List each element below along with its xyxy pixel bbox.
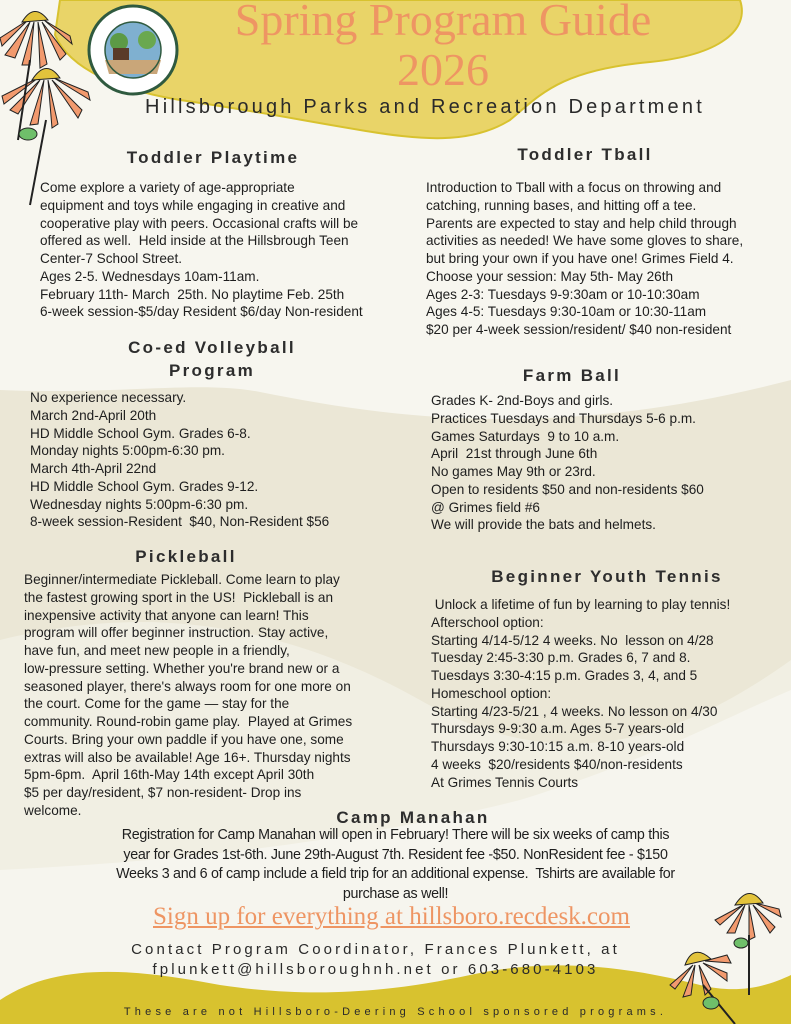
text-line: Registration for Camp Manahan will open in February! There will be six weeks of camp this [121,827,670,843]
text-line: community. Round-robin game play. Played at Grimes [24,714,353,729]
section-body-pickleball [24,571,352,820]
text-line: February 11th- March 25th. No playtime Feb. 25th [40,286,345,302]
section-heading-camp: Camp Manahan [336,808,490,827]
page-title: Spring Program Guide [234,0,652,45]
section-body-toddler-tball [426,179,743,339]
text-line: Come explore a variety of age-appropriate [40,180,295,195]
text-line: 4 weeks $20/residents $40/non-residents [431,756,683,772]
contact-email-phone: fplunkett@hillsboroughnh.net or 603-680-4103 [152,961,599,978]
flower-decoration-icon [0,0,95,210]
text-line: the court. Come for the game — stay for the [24,696,290,712]
text-line: Ages 2-3: Tuesdays 9-9:30am or 10-10:30am [426,286,700,302]
text-line: Choose your session: May 5th- May 26th [426,268,674,284]
text-line: We will provide the bats and helmets. [431,517,656,533]
signup-link[interactable]: Sign up for everything at hillsboro.recdesk.com [153,903,630,930]
text-line: Games Saturdays 9 to 10 a.m. [431,428,620,444]
text-line: Starting 4/14-5/12 4 weeks. No lesson on 4/28 [431,632,714,648]
page-title-year: 2026 [397,44,489,95]
text-line: 8-week session-Resident $40, Non-Resident $56 [30,514,330,530]
text-line: catching, running bases, and hitting off a tee. [426,197,697,213]
text-line: HD Middle School Gym. Grades 6-8. [30,425,251,441]
section-heading-volleyball: Co-ed Volleyball [128,338,296,357]
section-heading-tennis: Beginner Youth Tennis [491,567,723,586]
text-line: March 2nd-April 20th [30,407,157,423]
disclaimer: These are not Hillsboro-Deering School sponsored programs. [123,1006,668,1018]
text-line: Grades K- 2nd-Boys and girls. [431,393,614,408]
text-line: Homeschool option: [431,685,552,701]
text-line: Open to residents $50 and non-residents $60 [431,481,704,497]
text-line: offered as well. Held inside at the Hillsbrough Teen [40,233,349,249]
text-line: program will offer beginner instruction. Stay active, [24,625,329,641]
text-line: Tuesday 2:45-3:30 p.m. Grades 6, 7 and 8. [431,650,691,666]
text-line: year for Grades 1st-6th. June 29th-August 7th. Resident fee -$50. NonResident fee - $150 [123,846,668,863]
text-line: Beginner/intermediate Pickleball. Come learn to play [24,572,340,587]
text-line: April 21st through June 6th [431,446,598,462]
text-line: @ Grimes field #6 [431,499,540,515]
text-line: Introduction to Tball with a focus on throwing and [426,180,722,195]
section-heading-toddler-playtime: Toddler Playtime [126,148,300,167]
section-body-volleyball [30,389,329,531]
text-line: the fastest growing sport in the US! Pickleball is an [24,589,334,605]
text-line: No games May 9th or 23rd. [431,464,596,479]
text-line: March 4th-April 22nd [30,461,157,476]
text-line: HD Middle School Gym. Grades 9-12. [30,478,259,494]
text-line: cooperative play with peers. Occasional crafts will be [40,215,359,231]
section-body-tennis [431,596,730,791]
text-line: Practices Tuesdays and Thursdays 5-6 p.m. [431,410,696,426]
text-line: Thursdays 9:30-10:15 a.m. 8-10 years-old [431,739,685,754]
text-line: seasoned player, there's always room for one more on [24,678,351,694]
text-line: Starting 4/23-5/21 , 4 weeks. No lesson on 4/30 [431,703,718,719]
text-line: Unlock a lifetime of fun by learning to play tennis! [431,597,731,612]
department-subtitle: Hillsborough Parks and Recreation Department [145,96,705,118]
section-heading-toddler-tball: Toddler Tball [517,145,653,164]
text-line: Center-7 School Street. [40,251,183,266]
text-line: Afterschool option: [431,614,544,630]
text-line: Thursdays 9-9:30 a.m. Ages 5-7 years-old [431,721,685,737]
text-line: purchase as well! [342,885,449,902]
text-line: Parents are expected to stay and help child through [426,215,737,231]
text-line: have fun, and meet new people in a friendly, [24,643,290,658]
text-line: 5pm-6pm. April 16th-May 14th except April 30th [24,767,315,783]
text-line: Wednesday nights 5:00pm-6:30 pm. [30,496,249,512]
text-line: Monday nights 5:00pm-6:30 pm. [30,443,225,459]
contact-line: Contact Program Coordinator, Frances Plunkett, at [131,941,620,958]
flower-decoration-icon [665,885,791,1024]
section-body-farm-ball [431,392,704,534]
text-line: extras will also be available! Age 16+. Thursday nights [24,749,351,765]
text-line: welcome. [24,802,82,818]
text-line: 6-week session-$5/day Resident $6/day Non-resident [40,304,363,320]
text-line: Weeks 3 and 6 of camp include a field trip for an additional expense. Tshirts are available for [116,866,675,883]
section-heading-volleyball-line2: Program [168,361,255,380]
text-line: low-pressure setting. Whether you're brand new or a [24,660,340,676]
text-line: inexpensive activity that anyone can learn! This [24,607,309,623]
text-line: At Grimes Tennis Courts [431,774,579,790]
text-line: activities as needed! We have some gloves to share, [426,233,744,249]
text-line: but bring your own if you have one! Grimes Field 4. [426,251,734,266]
text-line: Ages 2-5. Wednesdays 10am-11am. [40,268,260,284]
text-line: equipment and toys while engaging in creative and [40,197,346,213]
section-heading-pickleball: Pickleball [135,547,237,566]
text-line: Ages 4-5: Tuesdays 9:30-10am or 10:30-11am [426,304,707,320]
text-line: $5 per day/resident, $7 non-resident- Drop ins [24,785,302,800]
text-line: Courts. Bring your own paddle if you have one, some [24,731,344,747]
text-line: Tuesdays 3:30-4:15 p.m. Grades 3, 4, and 5 [431,668,698,683]
text-line: $20 per 4-week session/resident/ $40 non-resident [426,322,732,337]
text-line: No experience necessary. [30,390,187,405]
section-heading-farm-ball: Farm Ball [522,366,622,385]
